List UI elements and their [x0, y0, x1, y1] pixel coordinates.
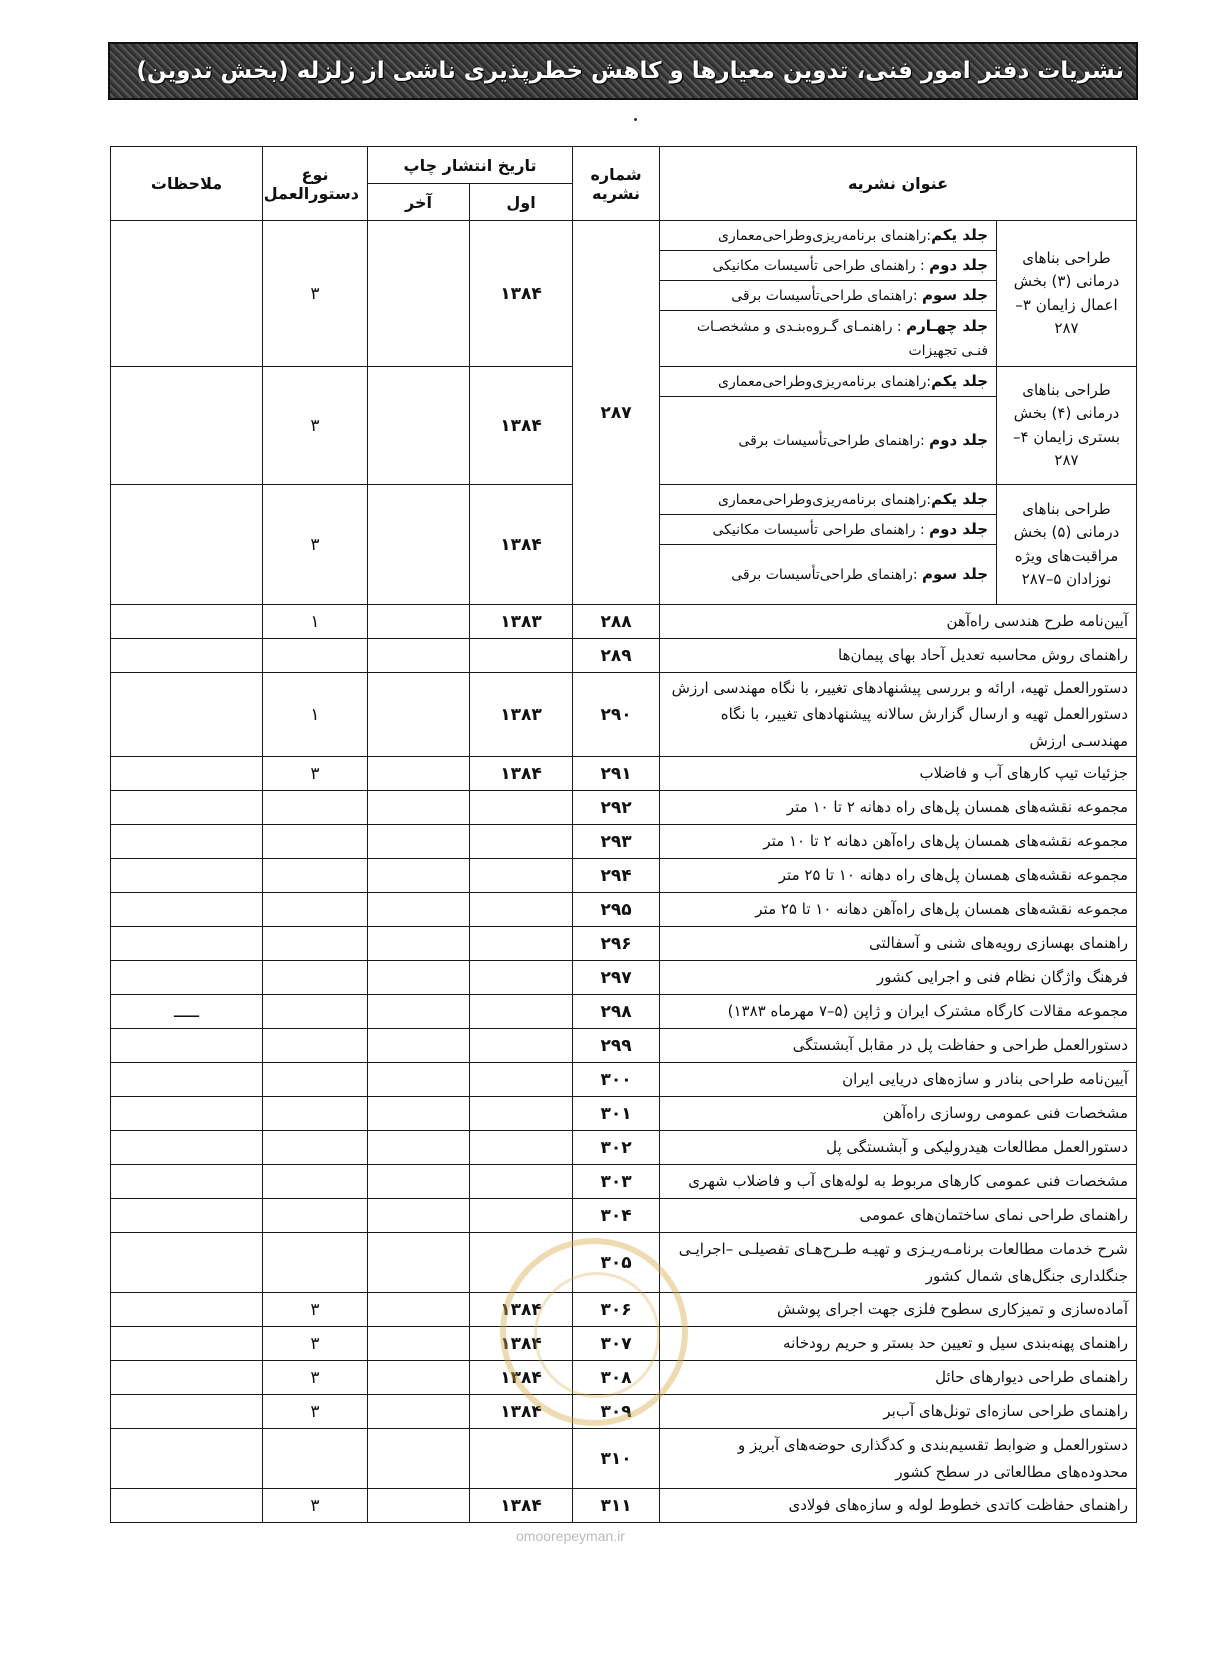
table-row: [111, 791, 1137, 825]
notes-cell: [111, 893, 263, 927]
last-print-date: [368, 995, 470, 1029]
publication-number: ۲۹۳: [573, 825, 660, 859]
instruction-type: ۳: [263, 367, 368, 485]
first-print-date: [470, 825, 573, 859]
table-row: [111, 1131, 1137, 1165]
instruction-type: [263, 825, 368, 859]
first-print-date: ۱۳۸۴: [470, 221, 573, 367]
publication-number: ۲۸۸: [573, 605, 660, 639]
publication-number: ۳۰۴: [573, 1199, 660, 1233]
table-row: [111, 825, 1137, 859]
last-print-date: [368, 825, 470, 859]
instruction-type: [263, 1429, 368, 1489]
notes-cell: [111, 221, 263, 367]
table-row: [111, 639, 1137, 673]
publication-number: ۳۰۷: [573, 1327, 660, 1361]
table-row: [111, 961, 1137, 995]
last-print-date: [368, 1199, 470, 1233]
publication-number: ۲۹۹: [573, 1029, 660, 1063]
volume-cell: [660, 311, 997, 367]
volume-text: :راهنمای برنامه‌ریزی‌وطراحی‌معماری: [718, 373, 932, 390]
last-print-date: [368, 1395, 470, 1429]
publication-number: ۳۱۱: [573, 1489, 660, 1523]
publication-number: ۲۹۱: [573, 757, 660, 791]
first-print-date: ۱۳۸۴: [470, 1361, 573, 1395]
instruction-type: [263, 1063, 368, 1097]
last-print-date: [368, 961, 470, 995]
page-banner: [108, 42, 1138, 100]
header-first: اول: [470, 184, 573, 221]
notes-cell: [111, 825, 263, 859]
volume-cell: [660, 367, 997, 397]
table-row: [111, 221, 1137, 251]
notes-cell: ـــــ: [111, 995, 263, 1029]
volume-text: :راهنمای طراحی‌تأسیسات برقی: [731, 287, 923, 304]
volume-cell: [660, 221, 997, 251]
last-print-date: [368, 1293, 470, 1327]
volume-text: :راهنمای طراحی‌تأسیسات برقی: [738, 432, 930, 449]
first-print-date: [470, 1165, 573, 1199]
publication-title: مشخصات فنی عمومی روسازی راه‌آهن: [660, 1097, 1137, 1131]
volume-cell: [660, 281, 997, 311]
instruction-type: ۱: [263, 673, 368, 757]
notes-cell: [111, 1429, 263, 1489]
volume-text: : راهنمای طراحی تأسیسات مکانیکی: [712, 521, 930, 538]
first-print-date: ۱۳۸۳: [470, 673, 573, 757]
notes-cell: [111, 961, 263, 995]
instruction-type: [263, 1131, 368, 1165]
table-row: [111, 605, 1137, 639]
publication-number: ۳۱۰: [573, 1429, 660, 1489]
header-title: عنوان نشریه: [660, 147, 1137, 221]
publication-number: ۳۰۰: [573, 1063, 660, 1097]
header-number: شماره نشریه: [573, 147, 660, 221]
first-print-date: ۱۳۸۴: [470, 367, 573, 485]
publication-title: مجموعه نقشه‌های همسان پل‌های راه دهانه ۱۰ تا ۲۵ متر: [660, 859, 1137, 893]
publication-title: جزئیات تیپ کارهای آب و فاضلاب: [660, 757, 1137, 791]
volume-text: :راهنمای برنامه‌ریزی‌وطراحی‌معماری: [718, 491, 932, 508]
volume-cell: [660, 251, 997, 281]
last-print-date: [368, 1029, 470, 1063]
publication-title: شرح خدمات مطالعات برنامـه‌ریـزی و تهیـه طـرح‌هـای تفصیلـی –اجرایـی جنگلداری جنگل‌های شمال کشور: [660, 1233, 1137, 1293]
instruction-type: ۱: [263, 605, 368, 639]
instruction-type: ۳: [263, 485, 368, 605]
publication-title: فرهنگ واژگان نظام فنی و اجرایی کشور: [660, 961, 1137, 995]
publication-number: ۲۹۶: [573, 927, 660, 961]
volume-text: :راهنمای برنامه‌ریزی‌وطراحی‌معماری: [718, 227, 932, 244]
notes-cell: [111, 859, 263, 893]
first-print-date: [470, 927, 573, 961]
group-title: طراحی بناهای درمانی (۳) بخش اعمال زایمان ۳–۲۸۷: [997, 221, 1137, 367]
notes-cell: [111, 1489, 263, 1523]
first-print-date: [470, 1199, 573, 1233]
notes-cell: [111, 1063, 263, 1097]
instruction-type: ۳: [263, 1327, 368, 1361]
table-row: [111, 1361, 1137, 1395]
first-print-date: [470, 893, 573, 927]
first-print-date: ۱۳۸۴: [470, 1327, 573, 1361]
publication-title: دستورالعمل و ضوابط تقسیم‌بندی و کدگذاری حوضه‌های آبریز و محدوده‌های مطالعاتی در سطح کشور: [660, 1429, 1137, 1489]
notes-cell: [111, 1165, 263, 1199]
table-row: [111, 927, 1137, 961]
table-body: [111, 221, 1137, 1523]
header-type: نوع دستورالعمل: [263, 147, 368, 221]
volume-label: جلد یکم: [931, 225, 989, 244]
publication-title: مجموعه نقشه‌های همسان پل‌های راه‌آهن دهانه ۲ تا ۱۰ متر: [660, 825, 1137, 859]
group-number: ۲۸۷: [573, 221, 660, 605]
publication-number: ۲۹۸: [573, 995, 660, 1029]
publication-number: ۳۰۶: [573, 1293, 660, 1327]
publication-number: ۳۰۸: [573, 1361, 660, 1395]
table-row: [111, 893, 1137, 927]
instruction-type: [263, 1233, 368, 1293]
publication-title: راهنمای بهسازی رویه‌های شنی و آسفالتی: [660, 927, 1137, 961]
notes-cell: [111, 927, 263, 961]
header-notes: ملاحظات: [111, 147, 263, 221]
table-row: [111, 1489, 1137, 1523]
volume-label: جلد دوم: [929, 430, 989, 449]
volume-label: جلد دوم: [929, 255, 989, 274]
publication-number: ۲۹۲: [573, 791, 660, 825]
publication-title: راهنمای روش محاسبه تعدیل آحاد بهای پیمان‌ها: [660, 639, 1137, 673]
instruction-type: [263, 859, 368, 893]
publication-title: آیین‌نامه طراحی بنادر و سازه‌های دریایی ایران: [660, 1063, 1137, 1097]
first-print-date: [470, 1097, 573, 1131]
volume-label: جلد سوم: [922, 564, 989, 583]
first-print-date: ۱۳۸۴: [470, 757, 573, 791]
publication-title: مجموعه نقشه‌های همسان پل‌های راه دهانه ۲ تا ۱۰ متر: [660, 791, 1137, 825]
group-title: طراحی بناهای درمانی (۵) بخش مراقبت‌های ویژه نوزادان ۵–۲۸۷: [997, 485, 1137, 605]
instruction-type: [263, 961, 368, 995]
publication-title: راهنمای پهنه‌بندی سیل و تعیین حد بستر و حریم رودخانه: [660, 1327, 1137, 1361]
last-print-date: [368, 893, 470, 927]
first-print-date: ۱۳۸۴: [470, 485, 573, 605]
last-print-date: [368, 1097, 470, 1131]
last-print-date: [368, 1429, 470, 1489]
first-print-date: [470, 1029, 573, 1063]
last-print-date: [368, 673, 470, 757]
volume-label: جلد سوم: [922, 285, 989, 304]
last-print-date: [368, 791, 470, 825]
volume-cell: [660, 397, 997, 485]
instruction-type: [263, 1199, 368, 1233]
instruction-type: ۳: [263, 1395, 368, 1429]
instruction-type: [263, 1097, 368, 1131]
last-print-date: [368, 639, 470, 673]
first-print-date: [470, 961, 573, 995]
publication-title: راهنمای طراحی سازه‌ای تونل‌های آب‌بر: [660, 1395, 1137, 1429]
volume-cell: [660, 515, 997, 545]
table-row: [111, 1063, 1137, 1097]
instruction-type: [263, 791, 368, 825]
last-print-date: [368, 1327, 470, 1361]
instruction-type: [263, 995, 368, 1029]
first-print-date: [470, 1131, 573, 1165]
last-print-date: [368, 927, 470, 961]
last-print-date: [368, 367, 470, 485]
last-print-date: [368, 1165, 470, 1199]
volume-label: جلد یکم: [931, 489, 989, 508]
volume-label: جلد دوم: [929, 519, 989, 538]
publication-number: ۲۹۰: [573, 673, 660, 757]
publication-title: مشخصات فنی عمومی کارهای مربوط به لوله‌های آب و فاضلاب شهری: [660, 1165, 1137, 1199]
publication-number: ۳۰۲: [573, 1131, 660, 1165]
volume-cell: [660, 545, 997, 605]
instruction-type: [263, 639, 368, 673]
publication-title: دستورالعمل تهیه، ارائه و بررسی پیشنهادهای تغییر، با نگاه مهندسی ارزش دستورالعمل تهیه و ارسال گزارش سالانه پیشنهادهای تغییر، با نگاه مهندسـی ارزش: [660, 673, 1137, 757]
first-print-date: [470, 639, 573, 673]
volume-text: : راهنمای طراحی تأسیسات مکانیکی: [712, 257, 930, 274]
publications-table: [110, 146, 1137, 1523]
last-print-date: [368, 1233, 470, 1293]
publication-title: آیین‌نامه طرح هندسی راه‌آهن: [660, 605, 1137, 639]
last-print-date: [368, 1131, 470, 1165]
publication-number: ۲۹۷: [573, 961, 660, 995]
last-print-date: [368, 605, 470, 639]
first-print-date: [470, 859, 573, 893]
publication-title: راهنمای طراحی نمای ساختمان‌های عمومی: [660, 1199, 1137, 1233]
notes-cell: [111, 1395, 263, 1429]
instruction-type: ۳: [263, 1293, 368, 1327]
notes-cell: [111, 367, 263, 485]
instruction-type: [263, 1029, 368, 1063]
publication-number: ۲۸۹: [573, 639, 660, 673]
instruction-type: ۳: [263, 1489, 368, 1523]
instruction-type: ۳: [263, 1361, 368, 1395]
table-row: [111, 1029, 1137, 1063]
notes-cell: [111, 1097, 263, 1131]
last-print-date: [368, 1361, 470, 1395]
publication-title: راهنمای حفاظت کاتدی خطوط لوله و سازه‌های فولادی: [660, 1489, 1137, 1523]
first-print-date: ۱۳۸۴: [470, 1489, 573, 1523]
instruction-type: [263, 927, 368, 961]
notes-cell: [111, 1199, 263, 1233]
volume-text: :راهنمای طراحی‌تأسیسات برقی: [731, 566, 923, 583]
table-row: [111, 859, 1137, 893]
table-row: [111, 1327, 1137, 1361]
notes-cell: [111, 605, 263, 639]
instruction-type: [263, 893, 368, 927]
banner-title: نشریات دفتر امور فنی، تدوین معیارها و کاهش خطرپذیری ناشی از زلزله (بخش تدوین): [136, 58, 1124, 84]
last-print-date: [368, 757, 470, 791]
table-row: [111, 1097, 1137, 1131]
last-print-date: [368, 221, 470, 367]
instruction-type: [263, 1165, 368, 1199]
table-row: [111, 1429, 1137, 1489]
notes-cell: [111, 1029, 263, 1063]
group-title: طراحی بناهای درمانی (۴) بخش بستری زایمان ۴–۲۸۷: [997, 367, 1137, 485]
header-last: آخر: [368, 184, 470, 221]
last-print-date: [368, 1489, 470, 1523]
notes-cell: [111, 639, 263, 673]
notes-cell: [111, 791, 263, 825]
publication-title: راهنمای طراحی دیوارهای حائل: [660, 1361, 1137, 1395]
publication-title: مجموعه مقالات کارگاه مشترک ایران و ژاپن (۵–۷ مهرماه ۱۳۸۳): [660, 995, 1137, 1029]
notes-cell: [111, 1361, 263, 1395]
volume-text: : راهنمـای گـروه‌بنـدی و مشخصـات فنـی تجهیزات: [696, 318, 989, 359]
publication-title: دستورالعمل مطالعات هیدرولیکی و آبشستگی پل: [660, 1131, 1137, 1165]
publication-title: مجموعه نقشه‌های همسان پل‌های راه‌آهن دهانه ۱۰ تا ۲۵ متر: [660, 893, 1137, 927]
notes-cell: [111, 1327, 263, 1361]
last-print-date: [368, 859, 470, 893]
first-print-date: ۱۳۸۳: [470, 605, 573, 639]
publication-number: ۳۰۵: [573, 1233, 660, 1293]
first-print-date: [470, 995, 573, 1029]
watermark-text: omoorepeyman.ir: [516, 1528, 625, 1544]
table-row: [111, 757, 1137, 791]
first-print-date: [470, 1233, 573, 1293]
publication-number: ۳۰۱: [573, 1097, 660, 1131]
notes-cell: [111, 1293, 263, 1327]
first-print-date: [470, 1063, 573, 1097]
first-print-date: ۱۳۸۴: [470, 1395, 573, 1429]
notes-cell: [111, 1233, 263, 1293]
table-row: [111, 1293, 1137, 1327]
publication-number: ۳۰۳: [573, 1165, 660, 1199]
instruction-type: ۳: [263, 221, 368, 367]
last-print-date: [368, 485, 470, 605]
table-row: [111, 1199, 1137, 1233]
volume-label: جلد چهـارم: [906, 316, 989, 335]
first-print-date: [470, 791, 573, 825]
table-row: [111, 995, 1137, 1029]
notes-cell: [111, 1131, 263, 1165]
publication-number: ۲۹۴: [573, 859, 660, 893]
table-row: [111, 1233, 1137, 1293]
instruction-type: ۳: [263, 757, 368, 791]
scan-speck: [634, 118, 637, 121]
publication-number: ۲۹۵: [573, 893, 660, 927]
publication-number: ۳۰۹: [573, 1395, 660, 1429]
first-print-date: [470, 1429, 573, 1489]
table-row: [111, 1165, 1137, 1199]
publication-title: آماده‌سازی و تمیزکاری سطوح فلزی جهت اجرای پوشش: [660, 1293, 1137, 1327]
first-print-date: ۱۳۸۴: [470, 1293, 573, 1327]
table-row: [111, 1395, 1137, 1429]
header-print-date: تاریخ انتشار چاپ: [368, 147, 573, 184]
notes-cell: [111, 485, 263, 605]
notes-cell: [111, 757, 263, 791]
volume-cell: [660, 485, 997, 515]
last-print-date: [368, 1063, 470, 1097]
volume-label: جلد یکم: [931, 371, 989, 390]
publication-title: دستورالعمل طراحی و حفاظت پل در مقابل آبشستگی: [660, 1029, 1137, 1063]
notes-cell: [111, 673, 263, 757]
table-row: [111, 673, 1137, 757]
